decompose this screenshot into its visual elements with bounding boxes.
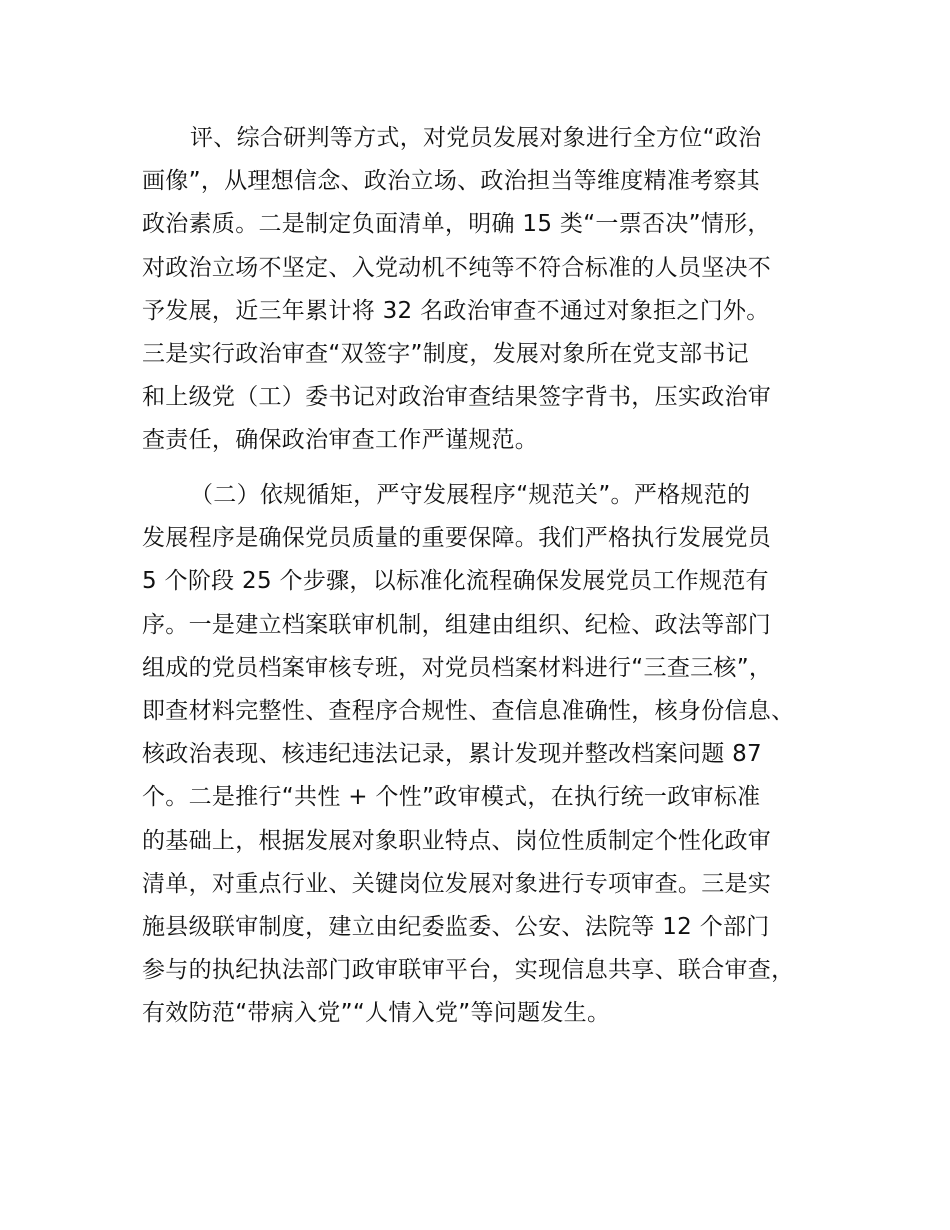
paragraph-development-procedure [142, 474, 832, 1035]
text-line: 有效防范“带病入党”“人情入党”等问题发生。 [142, 1000, 611, 1027]
text-line: 核政治表现、核违纪违法记录，累计发现并整改档案问题 87 [142, 741, 762, 768]
text-line: 参与的执纪执法部门政审联审平台，实现信息共享、联合审查， [142, 957, 795, 984]
text-line: 序。一是建立档案联审机制，组建由组织、纪检、政法等部门 [142, 611, 772, 638]
text-line: 清单，对重点行业、关键岗位发展对象进行专项审查。三是实 [142, 870, 772, 897]
text-line: 施县级联审制度，建立由纪委监委、公安、法院等 12 个部门 [142, 913, 770, 940]
text-line: 和上级党（工）委书记对政治审查结果签字背书，压实政治审 [142, 384, 772, 411]
text-line: 查责任，确保政治审查工作严谨规范。 [142, 427, 539, 454]
text-line: 予发展，近三年累计将 32 名政治审查不通过对象拒之门外。 [142, 297, 770, 324]
text-line: 画像”，从理想信念、政治立场、政治担当等维度精准考察其 [142, 168, 761, 195]
text-line: 发展程序是确保党员质量的重要保障。我们严格执行发展党员 [142, 525, 772, 552]
text-line: 个。二是推行“共性 + 个性”政审模式，在执行统一政审标准 [142, 784, 761, 811]
text-line: 即查材料完整性、查程序合规性、查信息准确性，核身份信息、 [142, 697, 795, 724]
text-line: 对政治立场不坚定、入党动机不纯等不符合标准的人员坚决不 [142, 254, 772, 281]
text-line: 组成的党员档案审核专班，对党员档案材料进行“三查三核”， [142, 654, 773, 681]
text-line: 评、综合研判等方式，对党员发展对象进行全方位“政治 [190, 125, 762, 151]
text-line: 政治素质。二是制定负面清单，明确 15 类“一票否决”情形， [142, 211, 771, 238]
text-line: 的基础上，根据发展对象职业特点、岗位性质制定个性化政审 [142, 827, 772, 854]
text-line: 5 个阶段 25 个步骤，以标准化流程确保发展党员工作规范有 [142, 568, 769, 595]
text-line: 三是实行政治审查“双签字”制度，发展对象所在党支部书记 [142, 340, 749, 367]
section-heading-line: （二）依规循矩，严守发展程序“规范关”。严格规范的 [190, 482, 751, 508]
paragraph-political-review [142, 117, 832, 463]
